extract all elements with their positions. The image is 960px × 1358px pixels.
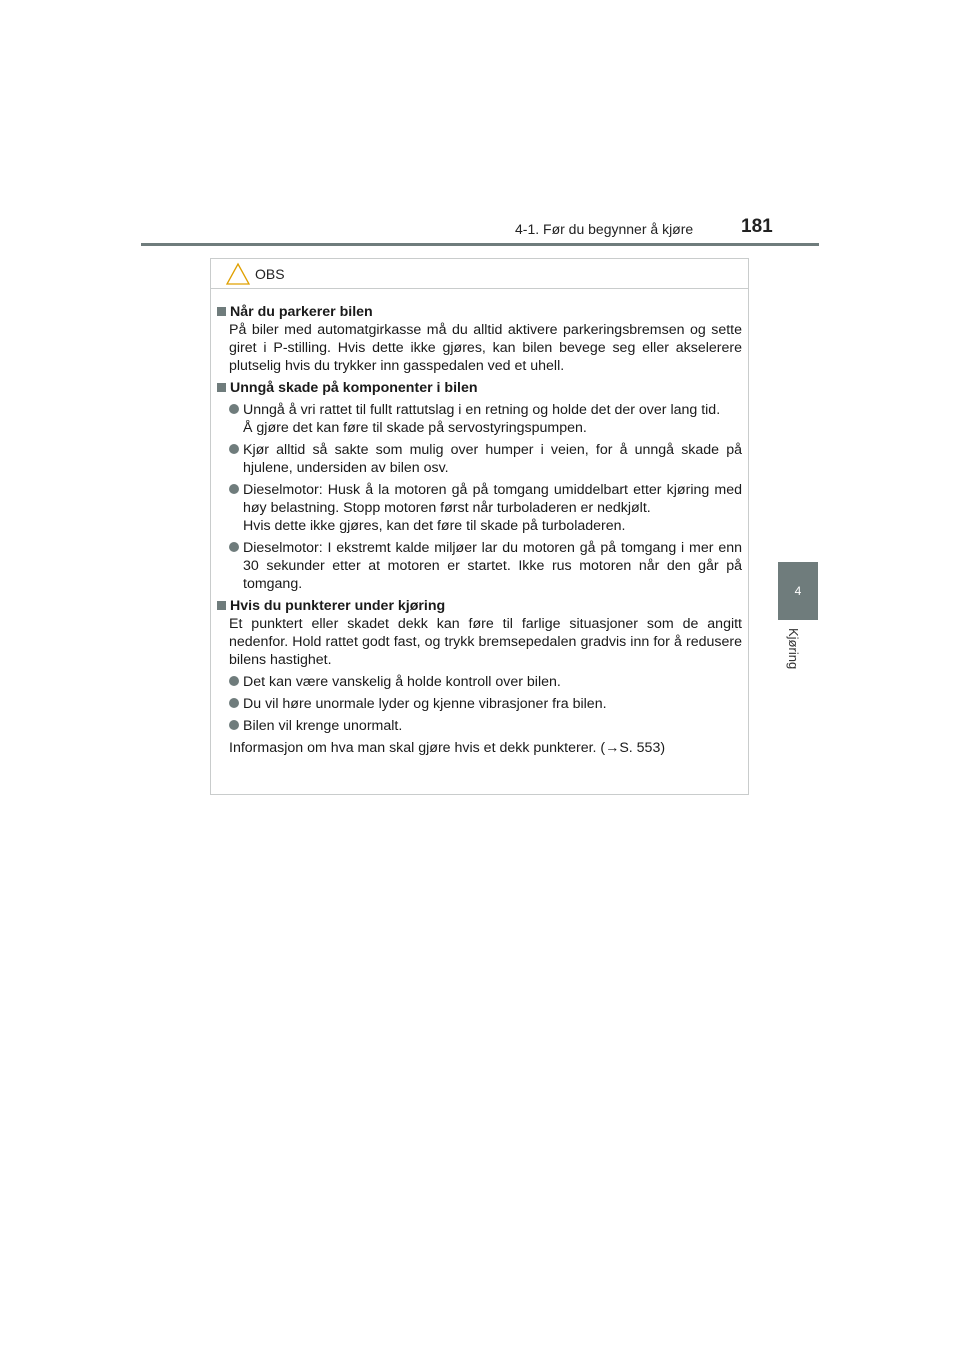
list-item [217,481,742,535]
list-item [217,695,742,713]
round-bullet-icon [229,444,239,454]
square-bullet-icon [217,601,226,610]
square-bullet-icon [217,383,226,392]
heading-text: Når du parkerer bilen [230,304,373,320]
section-title: 4-1. Før du begynner å kjøre [515,221,694,237]
list-item [217,673,742,691]
bullet-subtext: Hvis dette ikke gjøres, kan det føre til skade på turboladeren. [243,518,626,534]
section-paragraph: Et punktert eller skadet dekk kan føre til farlige situasjoner som de angitt nedenfor. Hold rattet godt fast, og trykk bremsepedalen gradvis inn for å redusere bilens hastighet. [229,616,742,668]
page-number: 181 [741,216,773,237]
round-bullet-icon [229,676,239,686]
bullet-text: Det kan være vanskelig å holde kontroll over bilen. [243,674,561,690]
chapter-tab[interactable] [778,562,818,620]
heading-text: Hvis du punkterer under kjøring [230,598,446,614]
round-bullet-icon [229,542,239,552]
round-bullet-icon [229,404,239,414]
chapter-label: Kjøring [786,628,801,670]
caution-body [211,289,748,757]
caution-title: OBS [255,265,285,282]
bullet-text: Kjør alltid så sakte som mulig over humper i veien, for å unngå skade på hjulene, undersiden av bilen osv. [243,442,742,476]
section-heading [217,379,742,397]
bullet-text: Dieselmotor: I ekstremt kalde miljøer lar du motoren gå på tomgang i mer enn 30 sekunder etter at motoren er startet. Ikke rus motoren når den går på tomgang. [243,540,742,592]
page-reference[interactable]: Informasjon om hva man skal gjøre hvis et dekk punkterer. (→S. 553) [229,740,666,756]
list-item [217,401,742,437]
bullet-text: Bilen vil krenge unormalt. [243,718,403,734]
bullet-text: Du vil høre unormale lyder og kjenne vibrasjoner fra bilen. [243,696,607,712]
list-item [217,717,742,735]
bullet-subtext: Å gjøre det kan føre til skade på servostyringspumpen. [243,420,587,436]
section-heading [217,597,742,615]
heading-text: Unngå skade på komponenter i bilen [230,380,478,396]
section-paragraph: På biler med automatgirkasse må du alltid aktivere parkeringsbremsen og sette giret i P-stilling. Hvis dette ikke gjøres, kan bilen bevege seg eller akselerere plutselig hvis du trykker inn gasspedalen ved et uhell. [229,322,742,374]
list-item [217,441,742,477]
warning-triangle-icon [225,262,251,286]
round-bullet-icon [229,698,239,708]
bullet-text: Unngå å vri rattet til fullt rattutslag i en retning og holde det der over lang tid. [243,402,721,418]
header-divider [141,243,819,246]
square-bullet-icon [217,307,226,316]
bullet-text: Dieselmotor: Husk å la motoren gå på tomgang umiddelbart etter kjøring med høy belastning. Stopp motoren først når turboladeren er nedkjølt. [243,482,742,516]
list-item [217,539,742,593]
round-bullet-icon [229,720,239,730]
caution-header [211,259,748,289]
caution-box [210,258,749,795]
chapter-number: 4 [794,584,802,598]
section-heading [217,303,742,321]
round-bullet-icon [229,484,239,494]
